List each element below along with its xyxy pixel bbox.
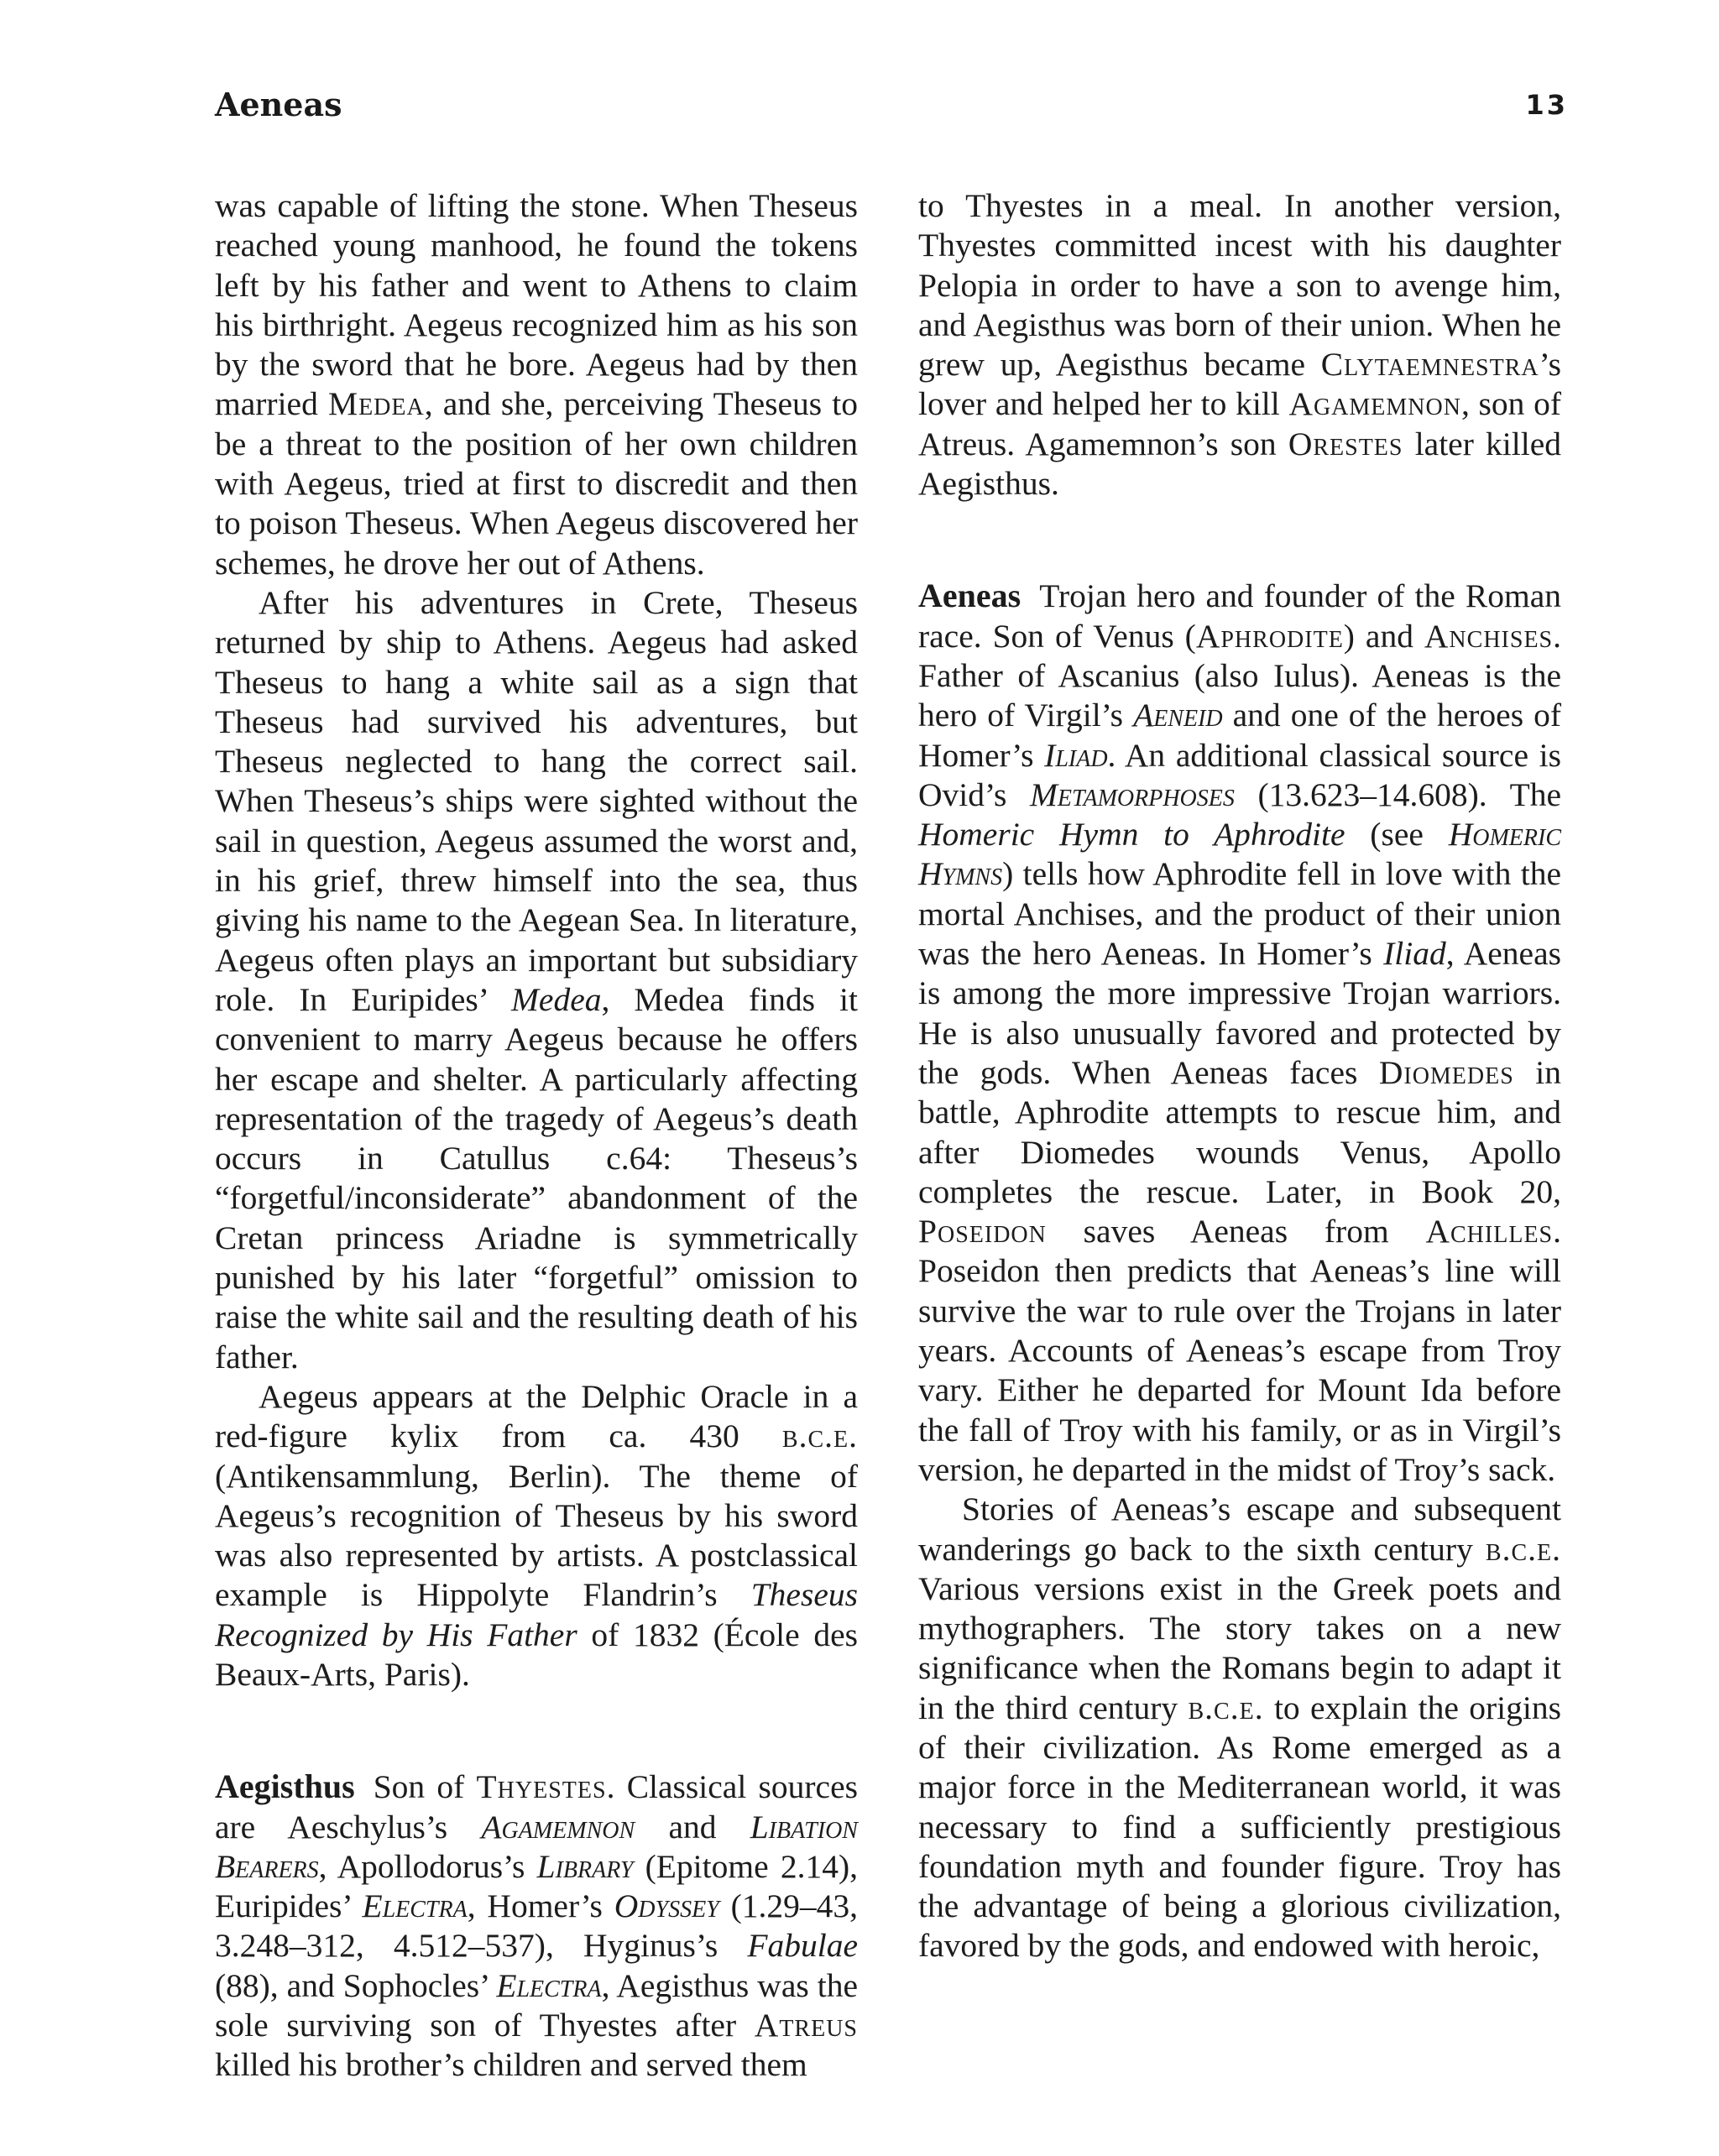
headword-aeneas: Aeneas (918, 577, 1021, 615)
cross-reference-metamorphoses: Metamorphoses (1029, 775, 1235, 813)
entry-aegisthus: Aegisthus Son of Thyestes. Classical sources are Aeschylus’s Agamemnon and Libation Bearers, Apollodorus’s Library (Epitome 2.14), Euripides’ Electra, Homer’s Odyssey (1.29–43, 3.248–312, 4.512–537), Hyginus’s Fabulae (88), and Sophocles’ Electra, Aegisthus was the sole surviving son of Thyestes after Atreus killed his brother’s children and served them (215, 1767, 859, 2084)
cross-reference-poseidon: Poseidon (918, 1213, 1047, 1250)
running-head: Aeneas (215, 86, 342, 123)
era-abbreviation: b.c.e. (1188, 1689, 1264, 1726)
cross-reference-homeric-hymns: Homeric Hymns (918, 816, 1561, 893)
right-column (918, 186, 1561, 1966)
aegeus-paragraph-2: After his adventures in Crete, Theseus returned by ship to Athens. Aegeus had asked Theseus to hang a white sail as a sign that Theseus had survived his adventures, but Theseus neglected to hang the correct sail. When Theseus’s ships were sighted without the sail in question, Aegeus assumed the worst and, in his grief, threw himself into the sea, thus giving his name to the Aegean Sea. In literature, Aegeus often plays an important but subsidiary role. In Euripides’ Medea, Medea finds it convenient to marry Aegeus because he offers her escape and shelter. A particularly affecting representation of the tragedy of Aegeus’s death occurs in Catullus c.64: Theseus’s “forgetful/inconsiderate” abandonment of the Cretan princess Ariadne is symmetrically punished by his later “forgetful” omission to raise the white sail and the resulting death of his father. (215, 583, 858, 1376)
cross-reference-electra-sophocles: Electra (496, 1966, 602, 2004)
cross-reference-aeneid: Aeneid (1133, 697, 1223, 734)
title-painting: Theseus Recognized by His Father (215, 1576, 858, 1653)
cross-reference-odyssey: Odyssey (614, 1887, 719, 1925)
cross-reference-orestes: Orestes (1288, 425, 1403, 462)
page-number: 13 (1525, 89, 1568, 121)
title-iliad: Iliad (1383, 935, 1446, 973)
aegisthus-continued-paragraph: to Thyestes in a meal. In another version, Thyestes committed incest with his daughter Pelopia in order to have a son to avenge him, and Aegisthus was born of their union. When he grew up, Aegisthus became Clytaemnestra’s lover and helped her to kill Agamemnon, son of Atreus. Agamemnon’s son Orestes later killed Aegisthus. (918, 187, 1561, 503)
cross-reference-achilles: Achilles (1425, 1213, 1554, 1250)
title-homeric-hymn: Homeric Hymn to Aphrodite (918, 816, 1345, 854)
headword-aegisthus: Aegisthus (215, 1767, 355, 1806)
cross-reference-agamemnon-title: Agamemnon (481, 1808, 635, 1845)
aeneas-paragraph-2: Stories of Aeneas’s escape and subsequent wanderings go back to the sixth century b.c.e. Various versions exist in the Greek poets and mythographers. The story takes on a new significance when the Romans begin to adapt it in the third century b.c.e. to explain the origins of their civilization. As Rome emerged as a major force in the Mediterranean world, it was necessary to find a sufficiently prestigious foundation myth and founder figure. Troy has the advantage of being a glorious civilization, favored by the gods, and endowed with heroic, (918, 1490, 1561, 1965)
aegeus-paragraph-3: Aegeus appears at the Delphic Oracle in a red-figure kylix from ca. 430 b.c.e. (Antikensammlung, Berlin). The theme of Aegeus’s recognition of Theseus by his sword was also represented by artists. A postclassical example is Hippolyte Flandrin’s Theseus Recognized by His Father of 1832 (École des Beaux-Arts, Paris). (215, 1377, 858, 1693)
cross-reference-anchises: Anchises (1424, 617, 1554, 655)
cross-reference-diomedes: Diomedes (1378, 1053, 1514, 1091)
cross-reference-atreus: Atreus (754, 2007, 858, 2044)
title-fabulae: Fabulae (747, 1927, 858, 1965)
cross-reference-clytaemnestra: Clytaemnestra (1320, 346, 1539, 384)
entry-aeneas: Aeneas Trojan hero and founder of the Roman race. Son of Venus (Aphrodite) and Anchises. Father of Ascanius (also Iulus). Aeneas is the hero of Virgil’s Aeneid and one of the heroes of Homer’s Iliad. An additional classical source is Ovid’s Metamorphoses (13.623–14.608). The Homeric Hymn to Aphrodite (see Homeric Hymns) tells how Aphrodite fell in love with the mortal Anchises, and the product of their union was the hero Aeneas. In Homer’s Iliad, Aeneas is among the more impressive Trojan warriors. He is also unusually favored and protected by the gods. When Aeneas faces Diomedes in battle, Aphrodite attempts to rescue him, and after Diomedes wounds Venus, Apollo completes the rescue. Later, in Book 20, Poseidon saves Aeneas from Achilles. Poseidon then predicts that Aeneas’s line will survive the war to rule over the Trojans in later years. Accounts of Aeneas’s escape from Troy vary. Either he departed for Mount Ida before the fall of Troy with his family, or as in Virgil’s version, he departed in the midst of Troy’s sack. (918, 577, 1562, 1488)
left-column (215, 186, 858, 2086)
cross-reference-aphrodite: Aphrodite (1195, 617, 1344, 655)
era-abbreviation: b.c.e. (781, 1417, 858, 1455)
cross-reference-thyestes: Thyestes (476, 1768, 607, 1806)
aegeus-continued-paragraph: was capable of lifting the stone. When Theseus reached young manhood, he found the tokens left by his father and went to Athens to claim his birthright. Aegeus recognized him as his son by the sword that he bore. Aegeus had by then married Medea, and she, perceiving Theseus to be a threat to the position of her own children with Aegeus, tried at first to discredit and then to poison Theseus. When Aegeus discovered her schemes, he drove her out of Athens. (215, 187, 858, 582)
cross-reference-libation-bearers: Libation Bearers (215, 1808, 858, 1885)
cross-reference-agamemnon: Agamemnon (1288, 385, 1461, 423)
cross-reference-electra-euripides: Electra (362, 1887, 468, 1925)
era-abbreviation: b.c.e. (1485, 1530, 1561, 1568)
cross-reference-medea: Medea (327, 385, 425, 423)
cross-reference-iliad: Iliad (1044, 736, 1108, 774)
cross-reference-library: Library (536, 1847, 634, 1885)
title-medea: Medea (511, 980, 602, 1018)
